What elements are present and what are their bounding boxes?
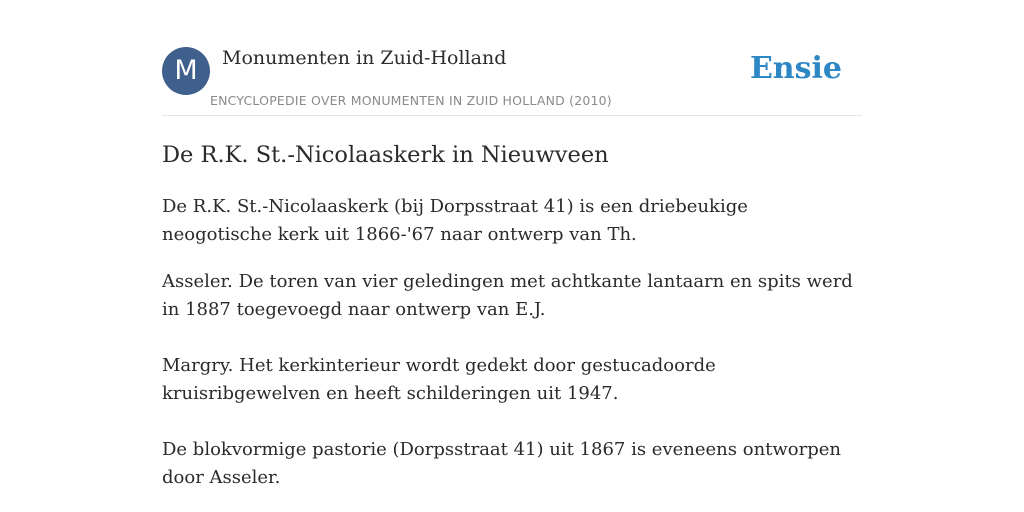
- source-subtitle: ENCYCLOPEDIE OVER MONUMENTEN IN ZUID HOLLAND (2010): [210, 93, 612, 108]
- article-paragraph-2: Asseler. De toren van vier geledingen met achtkante lantaarn en spits werd in 1887 toegevoegd naar ontwerp van E.J.: [162, 271, 853, 320]
- article-paragraph-3: Margry. Het kerkinterieur wordt gedekt door gestucadoorde kruisribgewelven en heeft schilderingen uit 1947.: [162, 355, 716, 404]
- card-header: [162, 46, 862, 116]
- brand-logo[interactable]: Ensie: [749, 51, 842, 86]
- source-avatar[interactable]: M: [162, 47, 210, 95]
- article-paragraph-4: De blokvormige pastorie (Dorpsstraat 41) uit 1867 is eveneens ontworpen door Asseler.: [162, 439, 842, 488]
- article-card: [162, 46, 862, 492]
- article-paragraph-1: De R.K. St.-Nicolaaskerk (bij Dorpsstraat 41) is een driebeukige neogotische kerk uit 1866-'67 naar ontwerp van Th.: [162, 196, 748, 245]
- article-title: De R.K. St.-Nicolaaskerk in Nieuwveen: [162, 142, 609, 168]
- source-title[interactable]: Monumenten in Zuid-Holland: [222, 47, 507, 69]
